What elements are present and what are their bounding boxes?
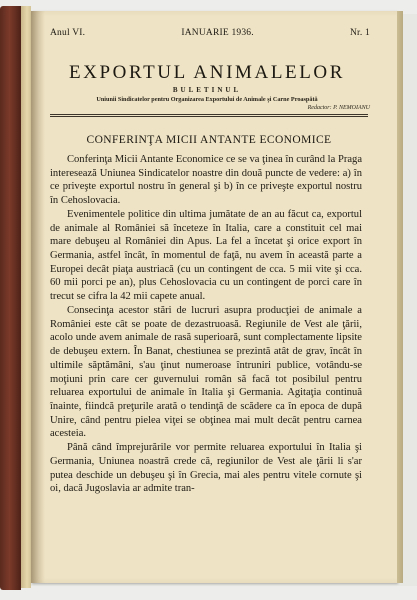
paragraph: Conferinţa Micii Antante Economice ce se va ţinea în curând la Praga interesează Uniunea Sindicatelor noastre din două puncte de vedere: a) în ce priveşte exportul nostru în general şi b) în ce priveşte exportul nostru în Cehoslovacia.	[50, 154, 362, 207]
masthead-rule-thin	[50, 116, 368, 117]
issue-date: IANUARIE 1936.	[181, 28, 254, 38]
book-spine	[0, 6, 21, 590]
page-edges	[21, 6, 31, 588]
paragraph: Evenimentele politice din ultima jumătate de an au făcut ca, exportul de animale al României să înceteze în Italia, care a constituit cel mai mare debuşeu al României din Apus. La fel a încetat şi orice export în Germania, astfel încât, în momentul de faţă, nu avem în această parte a Europei decât piaţa austriacă (cu un contingent de cca. 5 mii vite şi cca. 60 mii porci pe an), plus Cehoslovacia cu un contingent de porci care în trecut se cifra la 42 mii capete anual.	[50, 208, 362, 303]
volume-label: Anul VI.	[50, 28, 86, 38]
paragraph: Până când împrejurările vor permite reluarea exportului în Italia şi Germania, Uniunea noastră crede că, regiunilor de Vest ale ţării li s'ar putea deschide un debuşeu şi în Grecia, mai ales pentru vitele cornute şi oi, dacă Jugoslavia ar admite tran-	[50, 442, 362, 495]
masthead-rule	[50, 114, 368, 115]
article-body	[50, 153, 362, 496]
issue-number: Nr. 1	[349, 28, 370, 38]
paragraph: Consecinţa acestor stări de lucruri asupra producţiei de animale a României este cât se poate de dezastruoasă. Regiunile de Vest ale ţării, acolo unde avem animale de rasă superioară, sunt complectamente lipsite de debuşeu extern. În Banat, chestiunea se prezintă atât de grav, încât în ultimile săptămâni, s'au ţinut numeroase întruniri publice, votându-se moţiuni prin care cer guvernului român să facă tot posibilul pentru reluarea exportului de animale în Italia şi Germania. Agitaţia continuă înainte, fiindcă preţurile arată o tendinţă de scădere ca în epoca de după Unire, când pentru pielea viţei se obţinea mai mult decât pentru carnea acesteia.	[50, 304, 362, 440]
publication-subtitle: BULETINUL	[172, 86, 242, 94]
publisher-line: Uniunii Sindicatelor pentru Organizarea Exportului de Animale şi Carne Proaspătă	[96, 96, 318, 103]
page-right-edge	[397, 11, 403, 583]
publication-title: EXPORTUL ANIMALELOR	[68, 62, 346, 83]
article-title: CONFERINŢA MICII ANTANTE ECONOMICE	[86, 134, 332, 146]
background-bottom	[0, 586, 417, 600]
editor-line: Redactor: P. NEMOIANU	[307, 105, 370, 111]
masthead-info-row	[50, 28, 370, 38]
